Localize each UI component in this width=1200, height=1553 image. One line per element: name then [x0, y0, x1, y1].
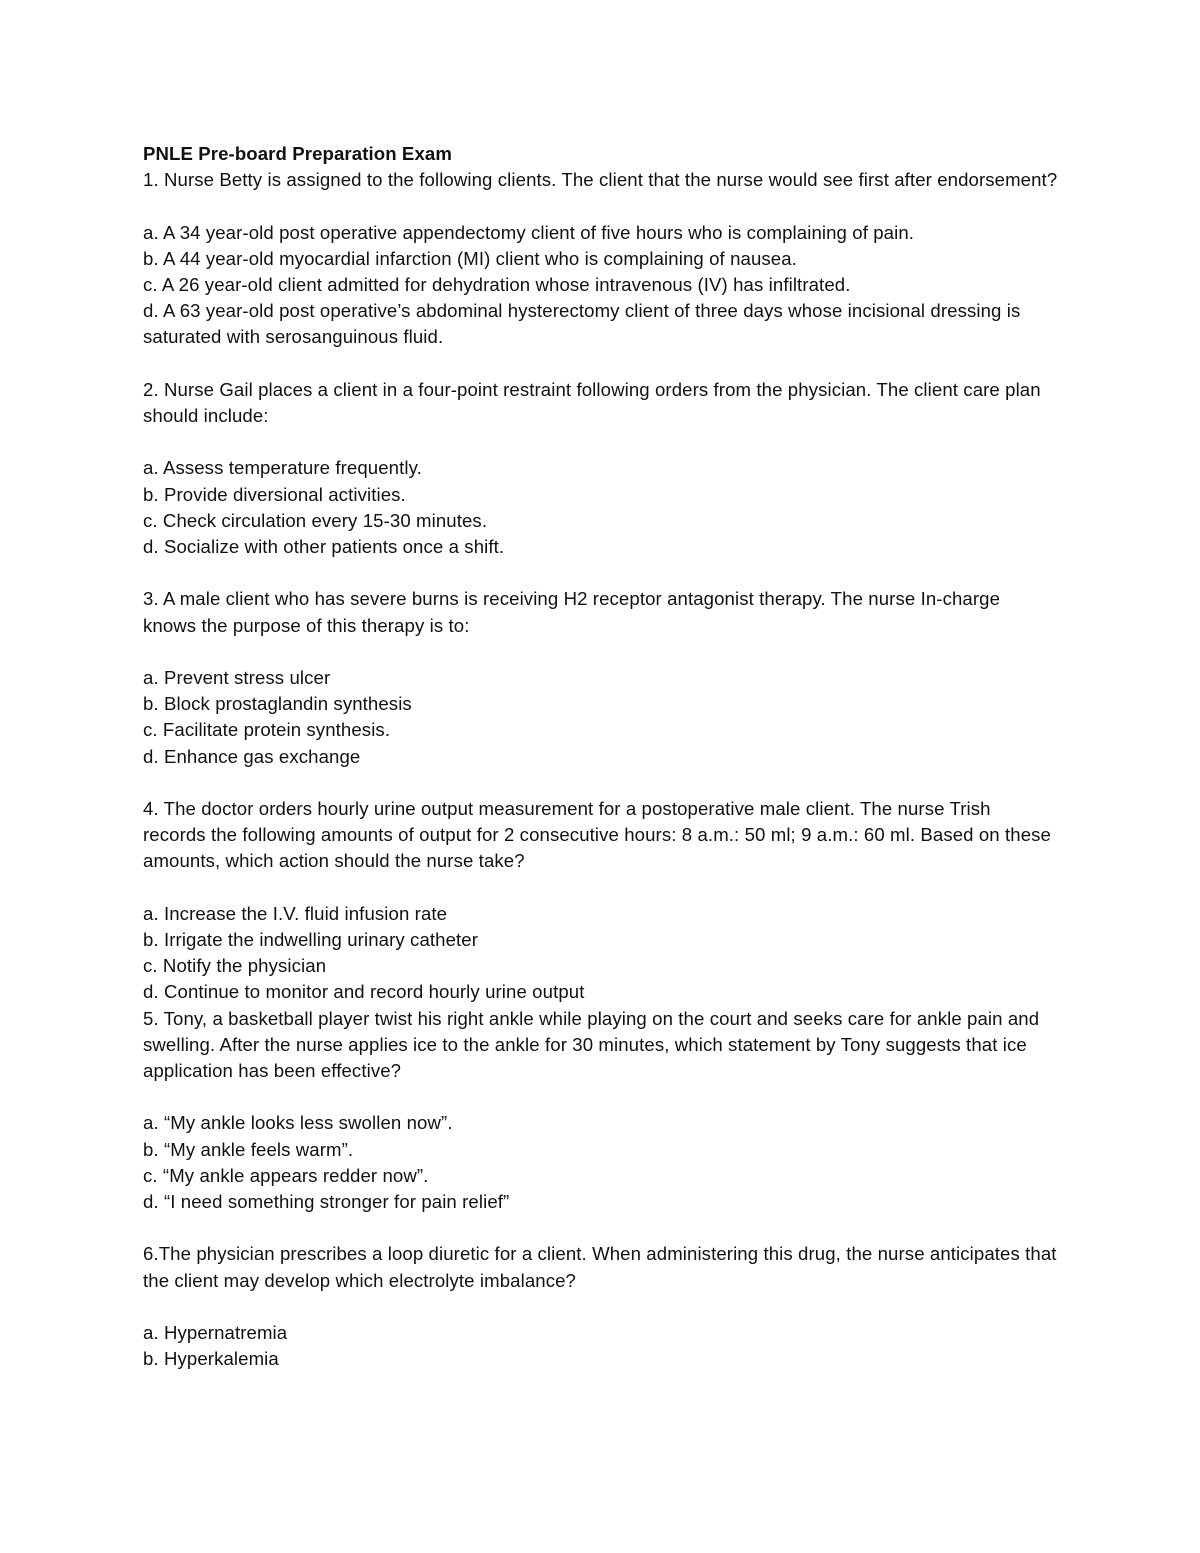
options-list — [143, 220, 1058, 351]
option-c: c. A 26 year-old client admitted for dehydration whose intravenous (IV) has infiltrated. — [143, 274, 851, 295]
option-c: c. “My ankle appears redder now”. — [143, 1164, 429, 1186]
option-d: d. Continue to monitor and record hourly urine output — [143, 981, 585, 1003]
option-b: b. “My ankle feels warm”. — [143, 1138, 354, 1160]
options-list — [143, 665, 1058, 770]
question-text: 6.The physician prescribes a loop diuretic for a client. When administering this drug, the nurse anticipates that the client may develop which electrolyte imbalance? — [143, 1243, 1057, 1291]
option-d: d. Socialize with other patients once a shift. — [143, 536, 505, 557]
option-a: a. A 34 year-old post operative appendectomy client of five hours who is complaining of pain. — [143, 221, 915, 243]
spacer — [143, 193, 1058, 219]
option-a: a. Assess temperature frequently. — [143, 457, 422, 479]
question-4 — [143, 796, 1058, 1006]
question-3 — [143, 586, 1058, 769]
option-a: a. “My ankle looks less swollen now”. — [143, 1112, 453, 1134]
option-c: c. Check circulation every 15-30 minutes. — [143, 509, 488, 531]
spacer — [143, 429, 1058, 455]
option-c: c. Facilitate protein synthesis. — [143, 719, 391, 741]
option-b: b. Irrigate the indwelling urinary catheter — [143, 928, 479, 950]
spacer — [143, 1215, 1058, 1241]
option-a: a. Increase the I.V. fluid infusion rate — [143, 902, 448, 924]
question-5 — [143, 1006, 1058, 1216]
spacer — [143, 639, 1058, 665]
options-list — [143, 1110, 1058, 1215]
option-a: a. Prevent stress ulcer — [143, 666, 331, 688]
spacer — [143, 770, 1058, 796]
document-body — [143, 141, 1058, 1372]
document-title: PNLE Pre-board Preparation Exam — [143, 143, 452, 164]
spacer — [143, 351, 1058, 377]
question-1 — [143, 167, 1058, 350]
question-text: 2. Nurse Gail places a client in a four-point restraint following orders from the physician. The client care plan should include: — [143, 378, 1041, 426]
option-b: b. Provide diversional activities. — [143, 483, 406, 505]
option-d: d. A 63 year-old post operative’s abdominal hysterectomy client of three days whose incisional dressing is saturated with serosanguinous fluid. — [143, 300, 1021, 348]
question-6 — [143, 1241, 1058, 1372]
spacer — [143, 875, 1058, 901]
option-b: b. Hyperkalemia — [143, 1348, 279, 1370]
spacer — [143, 1084, 1058, 1110]
option-a: a. Hypernatremia — [143, 1321, 288, 1343]
question-2 — [143, 377, 1058, 560]
question-text: 4. The doctor orders hourly urine output measurement for a postoperative male client. The nurse Trish records the following amounts of output for 2 consecutive hours: 8 a.m.: 50 ml; 9 a.m.: 60 ml. Based on these amounts, which action should the nurse take? — [143, 797, 1052, 872]
option-c: c. Notify the physician — [143, 955, 327, 977]
options-list — [143, 455, 1058, 560]
option-d: d. Enhance gas exchange — [143, 745, 361, 767]
option-b: b. A 44 year-old myocardial infarction (MI) client who is complaining of nausea. — [143, 247, 797, 269]
question-text: 1. Nurse Betty is assigned to the following clients. The client that the nurse would see first after endorsement? — [143, 169, 1058, 191]
question-text: 5. Tony, a basketball player twist his right ankle while playing on the court and seeks care for ankle pain and swelling. After the nurse applies ice to the ankle for 30 minutes, which statement by Tony suggests that ice application has been effective? — [143, 1007, 1040, 1081]
spacer — [143, 1294, 1058, 1320]
option-d: d. “I need something stronger for pain relief” — [143, 1191, 510, 1212]
options-list — [143, 901, 1058, 1006]
options-list — [143, 1320, 1058, 1372]
question-text: 3. A male client who has severe burns is receiving H2 receptor antagonist therapy. The nurse In-charge knows the purpose of this therapy is to: — [143, 588, 1001, 636]
option-b: b. Block prostaglandin synthesis — [143, 693, 412, 715]
spacer — [143, 560, 1058, 586]
